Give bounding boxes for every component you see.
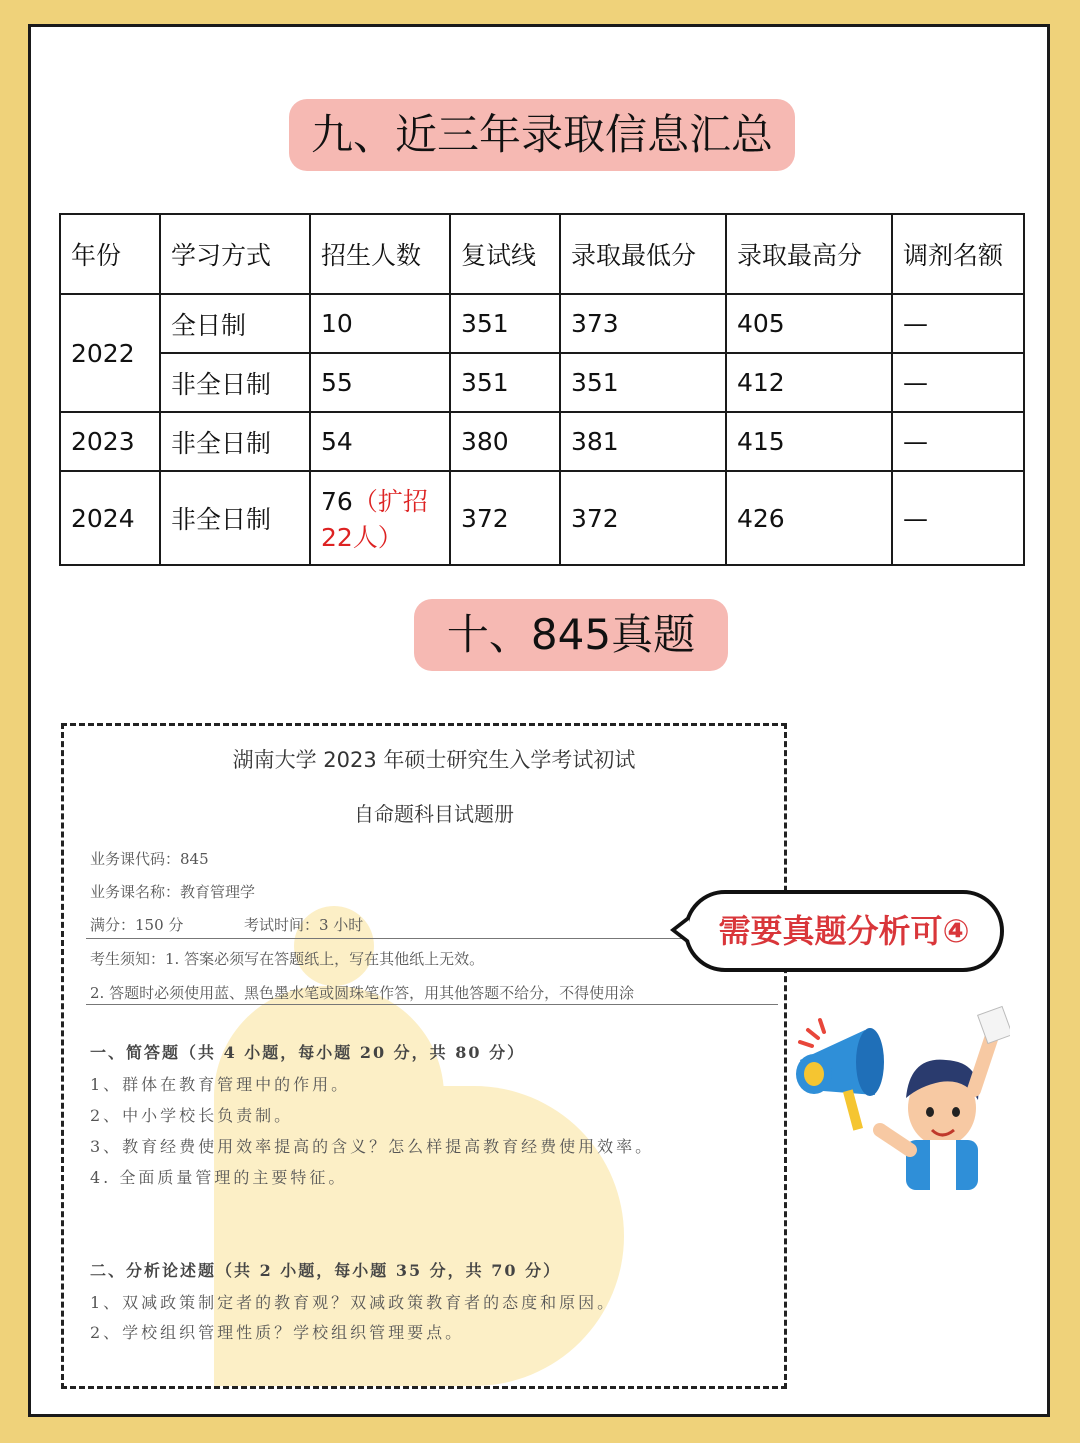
cell-max-score: 405 — [726, 294, 892, 353]
cell-retest-line: 351 — [450, 353, 560, 412]
cell-year: 2024 — [60, 471, 160, 565]
header-retest-line: 复试线 — [450, 214, 560, 294]
section-title-admission: 九、近三年录取信息汇总 — [289, 99, 795, 171]
cell-min-score: 351 — [560, 353, 726, 412]
exam-part-2-heading: 二、分析论述题（共 2 小题，每小题 35 分，共 70 分） — [90, 1261, 562, 1280]
table-row — [60, 353, 1024, 412]
table-row — [60, 412, 1024, 471]
speech-bubble: 需要真题分析可④ — [684, 890, 1004, 972]
cell-max-score: 415 — [726, 412, 892, 471]
cell-study-mode: 非全日制 — [160, 412, 310, 471]
exam-question: 4. 全面质量管理的主要特征。 — [90, 1168, 348, 1187]
cell-min-score: 381 — [560, 412, 726, 471]
cell-adjustment-quota: — — [892, 294, 1024, 353]
exam-full-score: 满分：150 分 — [90, 916, 184, 934]
cell-min-score: 372 — [560, 471, 726, 565]
cell-max-score: 412 — [726, 353, 892, 412]
cell-min-score: 373 — [560, 294, 726, 353]
header-min-score: 录取最低分 — [560, 214, 726, 294]
cell-enrollment — [310, 471, 450, 565]
enrollment-count: 76 — [321, 487, 353, 516]
exam-paper-image — [61, 723, 787, 1389]
table-row — [60, 471, 1024, 565]
cell-study-mode: 非全日制 — [160, 471, 310, 565]
header-enrollment: 招生人数 — [310, 214, 450, 294]
cell-enrollment: 55 — [310, 353, 450, 412]
cell-study-mode: 全日制 — [160, 294, 310, 353]
cell-year: 2023 — [60, 412, 160, 471]
exam-subtitle: 自命题科目试题册 — [354, 802, 514, 826]
exam-part-1-heading: 一、简答题（共 4 小题，每小题 20 分，共 80 分） — [90, 1043, 526, 1062]
megaphone-mascot-illustration — [770, 990, 1010, 1190]
admission-table — [59, 213, 1025, 566]
exam-question: 1、群体在教育管理中的作用。 — [90, 1075, 351, 1094]
cell-retest-line: 380 — [450, 412, 560, 471]
header-year: 年份 — [60, 214, 160, 294]
exam-title: 湖南大学 2023 年硕士研究生入学考试初试 — [232, 748, 636, 772]
expansion-note: （扩招22人） — [321, 487, 428, 552]
cell-year: 2022 — [60, 294, 160, 412]
divider — [86, 1004, 778, 1005]
cell-adjustment-quota: — — [892, 471, 1024, 565]
header-max-score: 录取最高分 — [726, 214, 892, 294]
bubble-tail-inner — [676, 920, 689, 940]
table-header-row — [60, 214, 1024, 294]
cell-adjustment-quota: — — [892, 412, 1024, 471]
cell-retest-line: 351 — [450, 294, 560, 353]
exam-name: 业务课名称：教育管理学 — [90, 883, 256, 901]
header-adjustment-quota: 调剂名额 — [892, 214, 1024, 294]
exam-notice-2: 2. 答题时必须使用蓝、黑色墨水笔或圆珠笔作答，用其他答题不给分，不得使用涂 — [90, 984, 635, 1002]
cell-enrollment: 10 — [310, 294, 450, 353]
cell-adjustment-quota: — — [892, 353, 1024, 412]
exam-code: 业务课代码：845 — [90, 850, 209, 868]
person-figure — [880, 1006, 1010, 1190]
exam-question: 2、中小学校长负责制。 — [90, 1106, 294, 1125]
cell-study-mode: 非全日制 — [160, 353, 310, 412]
cell-max-score: 426 — [726, 471, 892, 565]
table-row — [60, 294, 1024, 353]
content-card — [28, 24, 1050, 1417]
exam-question: 3、教育经费使用效率提高的含义？怎么样提高教育经费使用效率。 — [90, 1137, 655, 1156]
header-study-mode: 学习方式 — [160, 214, 310, 294]
cell-retest-line: 372 — [450, 471, 560, 565]
section-title-exam: 十、845真题 — [414, 599, 728, 671]
exam-question: 2、学校组织管理性质？学校组织管理要点。 — [90, 1323, 465, 1342]
exam-notice-1: 考生须知：1. 答案必须写在答题纸上，写在其他纸上无效。 — [90, 950, 485, 968]
exam-question: 1、双减政策制定者的教育观？双减政策教育者的态度和原因。 — [90, 1293, 617, 1312]
exam-duration: 考试时间：3 小时 — [244, 916, 364, 934]
cell-enrollment: 54 — [310, 412, 450, 471]
